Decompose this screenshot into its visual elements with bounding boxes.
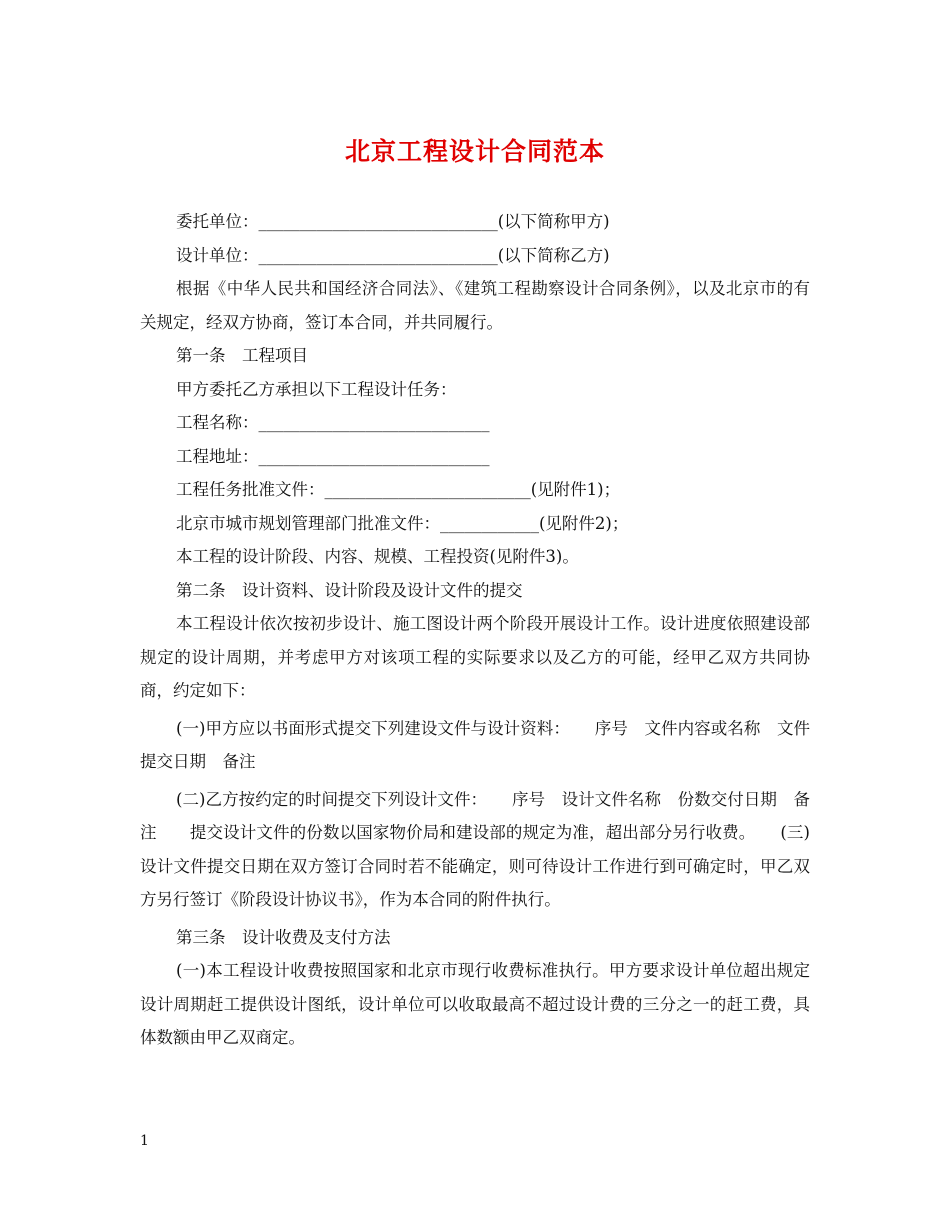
- article-1-heading: 第一条 工程项目: [176, 346, 308, 365]
- paragraph-design-unit: 设计单位：_____________________________(以下简称乙方): [176, 245, 610, 265]
- paragraph-design-fees: (一)本工程设计收费按照国家和北京市现行收费标准执行。甲方要求设计单位超出规定设计周期赶工提供设计图纸，设计单位可以收取最高不超过设计费的三分之一的赶工费，具体数额由甲乙双商定。: [140, 961, 810, 1047]
- paragraph-client-documents: (一)甲方应以书面形式提交下列建设文件与设计资料： 序号 文件内容或名称 文件提交日期 备注: [140, 718, 810, 771]
- paragraph-design-stages: 本工程设计依次按初步设计、施工图设计两个阶段开展设计工作。设计进度依照建设部规定的设计周期，并考虑甲方对该项工程的实际要求以及乙方的可能，经甲乙双方共同协商，约定如下：: [140, 614, 810, 700]
- page-number: 1: [140, 1133, 149, 1149]
- field-project-name: 工程名称：____________________________: [176, 413, 490, 432]
- paragraph-client-unit: 委托单位：_____________________________(以下简称甲方): [176, 212, 610, 231]
- document-body: [140, 205, 810, 1055]
- paragraph-legal-basis: 根据《中华人民共和国经济合同法》、《建筑工程勘察设计合同条例》，以及北京市的有关规定，经双方协商，签订本合同，并共同履行。: [140, 279, 810, 332]
- article-2-heading: 第二条 设计资料、设计阶段及设计文件的提交: [176, 580, 523, 600]
- field-approval-document: 工程任务批准文件：_________________________(见附件1)；: [176, 480, 621, 499]
- paragraph-task-intro: 甲方委托乙方承担以下工程设计任务：: [176, 379, 457, 399]
- paragraph-design-scope: 本工程的设计阶段、内容、规模、工程投资(见附件3)。: [176, 547, 579, 566]
- paragraph-contractor-documents: (二)乙方按约定的时间提交下列设计文件： 序号 设计文件名称 份数交付日期 备注 提交设计文件的份数以国家物价局和建设部的规定为准，超出部分另行收费。 (三)设计文件提交日期在双方签订合同时若不能确定，则可待设计工作进行到可确定时，甲乙双方另行签订《阶段设计协议书》，作为本合同的附件执行。: [140, 789, 810, 909]
- field-planning-approval: 北京市城市规划管理部门批准文件：____________(见附件2)；: [176, 513, 629, 533]
- article-3-heading: 第三条 设计收费及支付方法: [176, 927, 391, 947]
- document-title: 北京工程设计合同范本: [344, 137, 605, 166]
- field-project-address: 工程地址：____________________________: [176, 446, 490, 466]
